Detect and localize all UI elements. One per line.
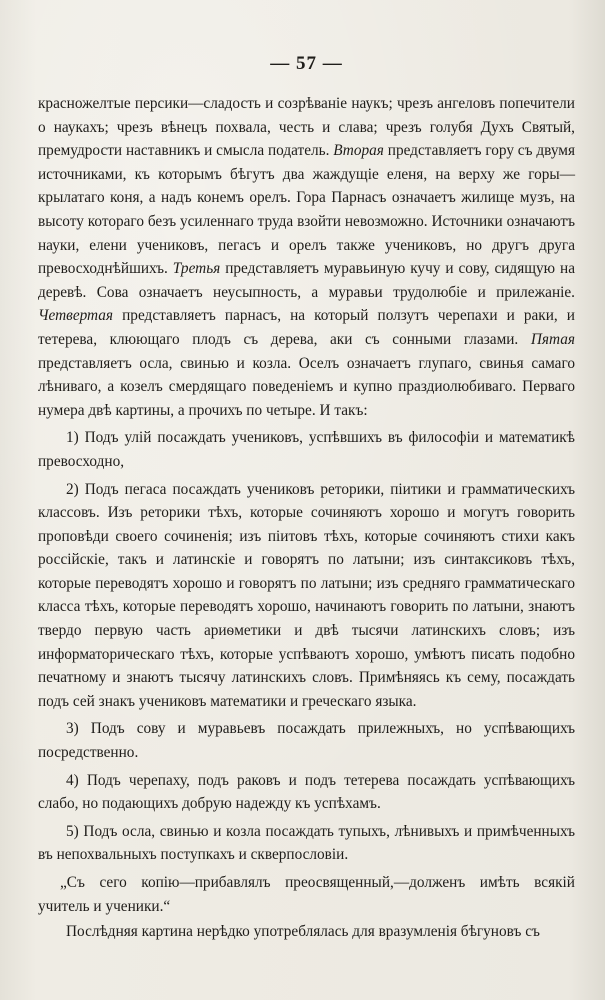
italic-term: Вторая	[333, 142, 384, 160]
list-item-5: 5) Подъ осла, свинью и козла посаждать тупыхъ, лѣнивыхъ и примѣченныхъ въ непохвальныхъ поступкахъ и скверпословіи.	[38, 822, 575, 864]
text-run: представляетъ осла, свинью и козла. Оселъ означаетъ глупаго, свинья самаго лѣниваго, а козелъ смердящаго поведеніемъ и купно праздиолюбиваго. Перваго нумера двѣ картины, а прочихъ по четыре. И такъ:	[38, 354, 575, 419]
intro-paragraph	[38, 92, 575, 422]
text-run: представляетъ гору съ двумя источниками, къ которымъ бѣгутъ два жаждущіе еленя, на верху же горы—крылатаго коня, а надъ конемъ орелъ. Гора Парнасъ означаетъ жилище музъ, на высоту котораго безъ усиленнаго труда взойти невозможно. Источники означаютъ науки, елени учениковъ, пегасъ и орелъ также учениковъ, но другъ друга превосходнѣйшихъ.	[38, 142, 575, 278]
list-item-3: 3) Подъ сову и муравьевъ посаждать прилежныхъ, но успѣвающихъ посредственно.	[38, 720, 575, 762]
italic-term: Четвертая	[38, 307, 114, 325]
italic-term: Пятая	[530, 330, 575, 348]
italic-term: Третья	[172, 260, 221, 278]
list-item-2: 2) Подъ пегаса посаждать учениковъ реторики, піитики и грамматическихъ классовъ. Изъ реторики тѣхъ, которые сочиняютъ хорошо и могутъ говорить проповѣди своего сочиненія; изъ піитовъ тѣхъ, которые сочиняютъ стихи какъ россійскіе, такъ и латинскіе и говорятъ по латыни; изъ синтаксиковъ тѣхъ, которые переводятъ хорошо и говорятъ по латыни; изъ средняго грамматическаго класса тѣхъ, которые переводятъ хорошо, начинаютъ говорить по латыни, знаютъ твердо первую часть ариѳметики и двѣ тысячи латинскихъ словъ; изъ информаторическаго тѣхъ, которые успѣваютъ хорошо, умѣютъ писать подобно печатному и знаютъ тысячу латинскихъ словъ. Примѣняясь къ сему, посаждать подъ сей знакъ учениковъ математики и греческаго языка.	[38, 480, 575, 710]
list-item-1: 1) Подъ улій посаждать учениковъ, успѣвшихъ въ философіи и математикѣ превосходно,	[38, 429, 575, 470]
text-run: красножелтые персики—сладость и созрѣваніе наукъ; чрезъ ангеловъ попечители о наукахъ; чрезъ вѣнецъ похвала, честь и слава; чрезъ голубя Духъ Святый, премудрости наставникъ и смысла податель.	[38, 95, 575, 160]
body-text	[38, 92, 575, 944]
page-number: — 57 —	[270, 53, 343, 74]
text-run: представляетъ парнасъ, на который ползутъ черепахи и раки, и тетерева, клюющаго плодъ съ дерева, аки съ сонными глазами.	[38, 307, 575, 348]
text-run: представляетъ муравьиную кучу и сову, сидящую на деревѣ. Сова означаетъ неусыпность, а муравьи трудолюбіе и прилежаніе.	[38, 260, 576, 301]
quote-paragraph: „Съ сего копію—прибавлялъ преосвященный,—долженъ имѣть всякій учитель и ученики.“	[38, 874, 575, 915]
list-item-4: 4) Подъ черепаху, подъ раковъ и подъ тетерева посаждать успѣвающихъ слабо, но подающихъ добрую надежду къ успѣхамъ.	[38, 771, 575, 813]
last-line: Послѣдняя картина нерѣдко употреблялась для вразумленія бѣгуновъ съ	[66, 923, 540, 941]
